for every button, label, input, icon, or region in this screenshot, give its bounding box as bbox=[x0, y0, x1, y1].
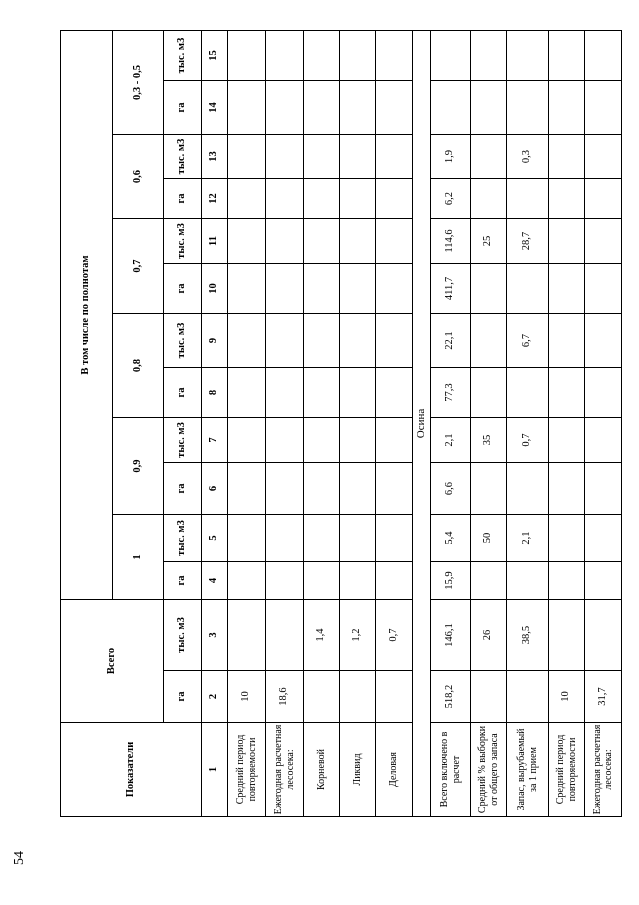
table-cell: 0,7 bbox=[376, 600, 413, 671]
table-cell bbox=[549, 314, 585, 368]
table-cell bbox=[266, 562, 304, 600]
table-cell bbox=[304, 31, 340, 81]
table-cell bbox=[507, 463, 549, 515]
col-number: 2 bbox=[202, 671, 228, 723]
table-cell bbox=[340, 314, 376, 368]
table-cell: 1,4 bbox=[304, 600, 340, 671]
table-cell bbox=[549, 81, 585, 135]
table-row bbox=[431, 31, 471, 817]
table-cell bbox=[376, 368, 413, 418]
table-cell: 1,9 bbox=[431, 135, 471, 179]
table-cell: 22,1 bbox=[431, 314, 471, 368]
table-cell bbox=[507, 264, 549, 314]
col-number: 15 bbox=[202, 31, 228, 81]
unit-thous-m3: тыс. м3 bbox=[164, 314, 202, 368]
table-cell bbox=[228, 135, 266, 179]
table-cell bbox=[585, 81, 622, 135]
table-row bbox=[340, 31, 376, 817]
table-cell: 38,5 bbox=[507, 600, 549, 671]
table-cell bbox=[304, 418, 340, 463]
table-cell bbox=[471, 314, 507, 368]
table-cell bbox=[549, 219, 585, 264]
table-cell: 0,3 bbox=[507, 135, 549, 179]
density-header: 0,9 bbox=[113, 418, 164, 515]
section-header: Осина bbox=[413, 31, 431, 817]
table-cell bbox=[266, 264, 304, 314]
table-cell: 5,4 bbox=[431, 515, 471, 562]
table-cell bbox=[549, 562, 585, 600]
table-cell: 25 bbox=[471, 219, 507, 264]
col-number: 6 bbox=[202, 463, 228, 515]
table-cell bbox=[340, 81, 376, 135]
table-cell: 15,9 bbox=[431, 562, 471, 600]
table-cell bbox=[228, 600, 266, 671]
table-cell bbox=[585, 219, 622, 264]
table-cell bbox=[376, 31, 413, 81]
page-number: 54 bbox=[12, 851, 27, 865]
unit-thous-m3: тыс. м3 bbox=[164, 219, 202, 264]
table-cell bbox=[585, 515, 622, 562]
table-cell: 18,6 bbox=[266, 671, 304, 723]
table-cell bbox=[549, 31, 585, 81]
table-cell: 26 bbox=[471, 600, 507, 671]
table-cell bbox=[228, 515, 266, 562]
table-cell bbox=[376, 135, 413, 179]
unit-ha: га bbox=[164, 562, 202, 600]
table-cell bbox=[549, 515, 585, 562]
table-cell bbox=[340, 671, 376, 723]
header-total: Всего bbox=[61, 600, 164, 723]
table-cell: 411,7 bbox=[431, 264, 471, 314]
table-cell: 31,7 bbox=[585, 671, 622, 723]
table-cell: 6,2 bbox=[431, 179, 471, 219]
table-cell bbox=[228, 562, 266, 600]
table-cell bbox=[507, 179, 549, 219]
table-cell bbox=[507, 671, 549, 723]
density-header: 0,7 bbox=[113, 219, 164, 314]
table-cell: 2,1 bbox=[507, 515, 549, 562]
table-cell bbox=[266, 418, 304, 463]
table-cell bbox=[376, 314, 413, 368]
table-cell bbox=[228, 314, 266, 368]
table-cell bbox=[340, 179, 376, 219]
row-label: Ежегодная расчетная лесосека: bbox=[266, 723, 304, 817]
unit-ha: га bbox=[164, 81, 202, 135]
table-cell: 10 bbox=[228, 671, 266, 723]
table-cell bbox=[376, 179, 413, 219]
table-cell bbox=[431, 31, 471, 81]
table-row bbox=[304, 31, 340, 817]
table-cell bbox=[340, 219, 376, 264]
table-cell bbox=[228, 463, 266, 515]
table-cell bbox=[266, 368, 304, 418]
col-number: 3 bbox=[202, 600, 228, 671]
row-label: Деловая bbox=[376, 723, 413, 817]
table-row bbox=[266, 31, 304, 817]
density-header: 0,6 bbox=[113, 135, 164, 219]
table-cell bbox=[376, 463, 413, 515]
table-cell: 10 bbox=[549, 671, 585, 723]
table-cell bbox=[507, 81, 549, 135]
table-cell bbox=[376, 671, 413, 723]
unit-thous-m3: тыс. м3 bbox=[164, 418, 202, 463]
table-cell bbox=[507, 31, 549, 81]
table-cell: 518,2 bbox=[431, 671, 471, 723]
table-cell bbox=[471, 264, 507, 314]
row-label: Средний % выборки от общего запаса bbox=[471, 723, 507, 817]
unit-thous-m3: тыс. м3 bbox=[164, 515, 202, 562]
table-cell bbox=[340, 31, 376, 81]
table-cell bbox=[304, 179, 340, 219]
table-cell bbox=[585, 179, 622, 219]
table-cell bbox=[376, 81, 413, 135]
table-cell bbox=[304, 219, 340, 264]
unit-ha: га bbox=[164, 368, 202, 418]
table-cell bbox=[228, 31, 266, 81]
table-cell bbox=[471, 135, 507, 179]
table-row bbox=[228, 31, 266, 817]
table-cell bbox=[376, 562, 413, 600]
table-cell bbox=[549, 135, 585, 179]
table-row bbox=[507, 31, 549, 817]
table-cell bbox=[585, 368, 622, 418]
table-cell bbox=[304, 463, 340, 515]
col-number: 9 bbox=[202, 314, 228, 368]
table-row bbox=[549, 31, 585, 817]
table-cell bbox=[304, 81, 340, 135]
col-number: 13 bbox=[202, 135, 228, 179]
table-cell bbox=[266, 31, 304, 81]
table-cell bbox=[304, 562, 340, 600]
rows-upper bbox=[228, 31, 413, 817]
col-number: 4 bbox=[202, 562, 228, 600]
table-cell bbox=[266, 81, 304, 135]
table-cell bbox=[471, 368, 507, 418]
unit-ha: га bbox=[164, 179, 202, 219]
density-header: 1 bbox=[113, 515, 164, 600]
table-cell bbox=[340, 135, 376, 179]
data-table bbox=[60, 30, 622, 817]
table-cell bbox=[228, 264, 266, 314]
table-cell bbox=[549, 600, 585, 671]
unit-ha: га bbox=[164, 671, 202, 723]
table-cell bbox=[549, 463, 585, 515]
rows-lower bbox=[431, 31, 622, 817]
table-cell: 6,7 bbox=[507, 314, 549, 368]
table-cell bbox=[340, 562, 376, 600]
table-row bbox=[376, 31, 413, 817]
col-number: 8 bbox=[202, 368, 228, 418]
table-cell bbox=[228, 219, 266, 264]
table-cell bbox=[340, 368, 376, 418]
header-by-density: В том числе по полнотам bbox=[61, 31, 113, 600]
col-number: 12 bbox=[202, 179, 228, 219]
table-cell bbox=[376, 219, 413, 264]
table-cell: 35 bbox=[471, 418, 507, 463]
table-cell bbox=[340, 463, 376, 515]
table-cell bbox=[471, 463, 507, 515]
table-cell bbox=[340, 515, 376, 562]
table-cell bbox=[585, 314, 622, 368]
table-cell bbox=[266, 463, 304, 515]
table-cell bbox=[549, 264, 585, 314]
density-header: 0,8 bbox=[113, 314, 164, 418]
table-cell bbox=[585, 418, 622, 463]
col-number: 5 bbox=[202, 515, 228, 562]
table-cell bbox=[304, 314, 340, 368]
unit-thous-m3: тыс. м3 bbox=[164, 135, 202, 179]
row-label: Средний период повторяемости bbox=[549, 723, 585, 817]
row-label: Ликвид bbox=[340, 723, 376, 817]
table-cell: 2,1 bbox=[431, 418, 471, 463]
col-number: 10 bbox=[202, 264, 228, 314]
table-cell bbox=[304, 264, 340, 314]
table-cell bbox=[304, 671, 340, 723]
row-label: Ежегодная расчетная лесосека: bbox=[585, 723, 622, 817]
table-cell bbox=[471, 31, 507, 81]
table-cell bbox=[585, 31, 622, 81]
table-cell bbox=[266, 219, 304, 264]
row-label: Всего включено в расчет bbox=[431, 723, 471, 817]
table-cell bbox=[549, 368, 585, 418]
row-label: Средний период повторяемости bbox=[228, 723, 266, 817]
table-cell bbox=[340, 418, 376, 463]
unit-thous-m3: тыс. м3 bbox=[164, 31, 202, 81]
table-cell bbox=[304, 515, 340, 562]
table-cell bbox=[471, 671, 507, 723]
unit-thous-m3: тыс. м3 bbox=[164, 600, 202, 671]
table-cell bbox=[376, 264, 413, 314]
table-cell bbox=[585, 135, 622, 179]
table-cell bbox=[585, 562, 622, 600]
table-cell bbox=[228, 418, 266, 463]
row-label: Запас, вырубаемый за 1 прием bbox=[507, 723, 549, 817]
unit-ha: га bbox=[164, 463, 202, 515]
table-cell bbox=[266, 179, 304, 219]
table-cell bbox=[585, 264, 622, 314]
table-cell bbox=[585, 600, 622, 671]
col-number: 11 bbox=[202, 219, 228, 264]
table-cell bbox=[266, 600, 304, 671]
density-header: 0,3 - 0,5 bbox=[113, 31, 164, 135]
table-row bbox=[585, 31, 622, 817]
table-cell: 77,3 bbox=[431, 368, 471, 418]
table-cell: 28,7 bbox=[507, 219, 549, 264]
table-cell bbox=[266, 135, 304, 179]
table-cell bbox=[507, 368, 549, 418]
row-label: Корневой bbox=[304, 723, 340, 817]
table-cell bbox=[266, 515, 304, 562]
table-cell: 6,6 bbox=[431, 463, 471, 515]
table-cell bbox=[228, 179, 266, 219]
table-cell bbox=[549, 179, 585, 219]
table-cell bbox=[228, 368, 266, 418]
table-cell bbox=[376, 418, 413, 463]
table-cell bbox=[507, 562, 549, 600]
table-cell: 146,1 bbox=[431, 600, 471, 671]
table-cell: 50 bbox=[471, 515, 507, 562]
table-cell bbox=[471, 81, 507, 135]
table-cell bbox=[585, 463, 622, 515]
table-cell bbox=[376, 515, 413, 562]
table-cell: 1,2 bbox=[340, 600, 376, 671]
col-number: 7 bbox=[202, 418, 228, 463]
table-cell bbox=[304, 135, 340, 179]
table-cell bbox=[304, 368, 340, 418]
table-cell bbox=[228, 81, 266, 135]
unit-ha: га bbox=[164, 264, 202, 314]
table-cell: 0,7 bbox=[507, 418, 549, 463]
table-cell bbox=[471, 179, 507, 219]
table-cell bbox=[549, 418, 585, 463]
header-indicators: Показатели bbox=[61, 723, 202, 817]
table-cell: 114,6 bbox=[431, 219, 471, 264]
table-row bbox=[471, 31, 507, 817]
table-cell bbox=[340, 264, 376, 314]
col-number: 14 bbox=[202, 81, 228, 135]
col-number: 1 bbox=[202, 723, 228, 817]
table-cell bbox=[431, 81, 471, 135]
table-cell bbox=[266, 314, 304, 368]
table-cell bbox=[471, 562, 507, 600]
